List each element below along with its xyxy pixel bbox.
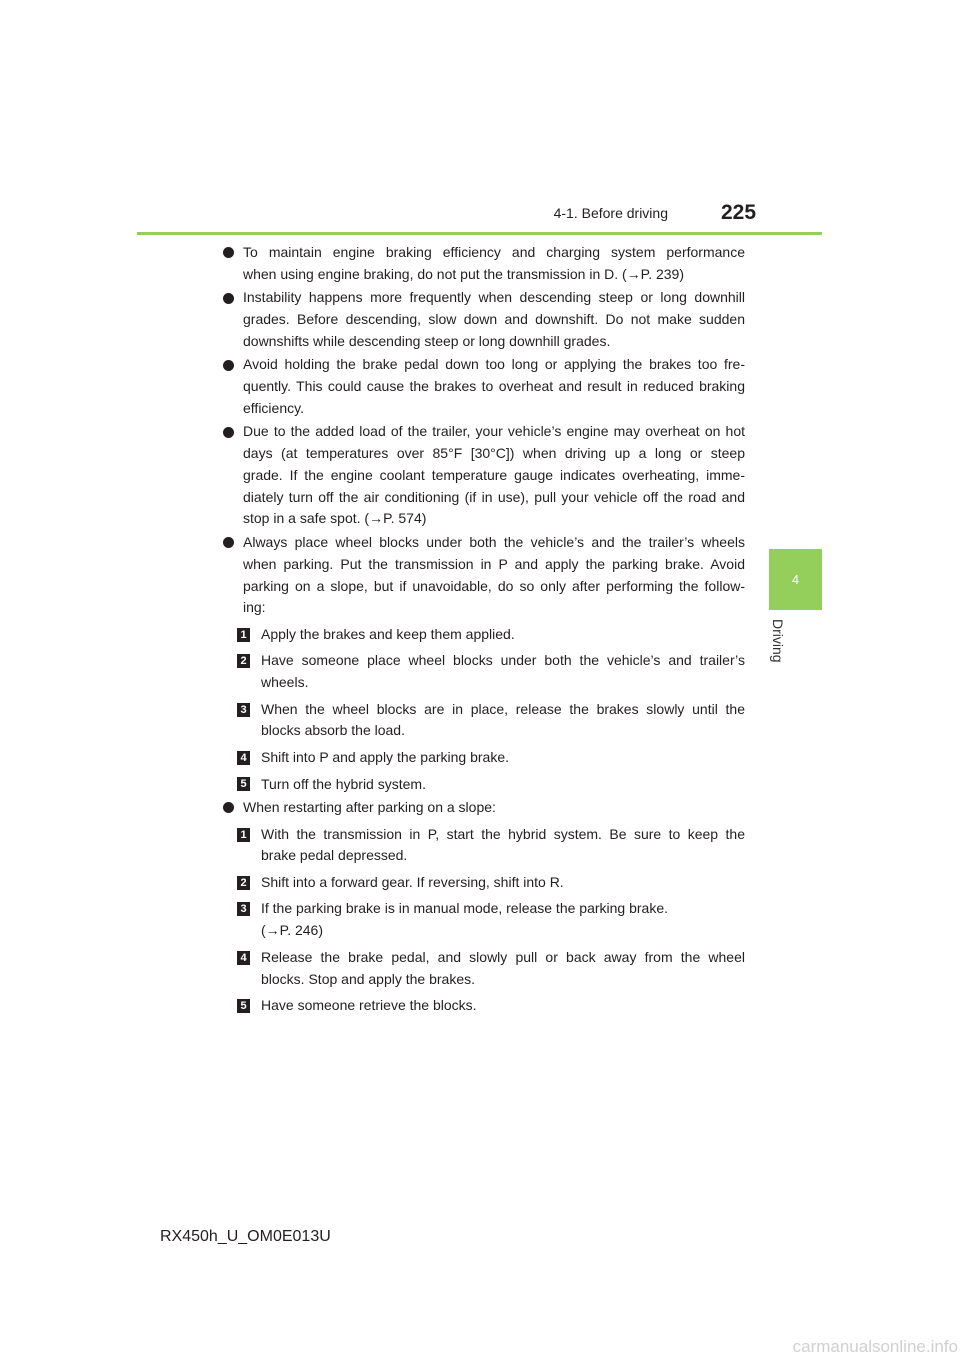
text-line: Always place wheel blocks under both the vehicle’s and the trailer’s wheels: [243, 534, 745, 551]
bullet-item: [223, 421, 745, 530]
text-line: If the parking brake is in manual mode, release the parking brake.: [261, 900, 669, 917]
text-line: grades. Before descending, slow down and downshift. Do not make sudden: [243, 311, 745, 328]
body-content: [223, 242, 745, 1019]
step-number-badge: 5: [237, 777, 250, 791]
text-line: Have someone retrieve the blocks.: [261, 997, 477, 1014]
text-line: diately turn off the air conditioning (if in use), pull your vehicle off the road and: [243, 488, 745, 505]
step-item: [240, 624, 745, 646]
text-line: To maintain engine braking efficiency and charging system performance: [243, 244, 745, 261]
bullet-icon: [223, 537, 234, 548]
chapter-number: 4: [791, 572, 800, 587]
step-item: [240, 650, 745, 694]
step-number-badge: 5: [237, 999, 250, 1013]
text-line: When the wheel blocks are in place, release the brakes slowly until the: [261, 700, 745, 717]
bullet-item: [223, 354, 745, 419]
text-line: wheels.: [261, 674, 309, 691]
text-line: Shift into a forward gear. If reversing, shift into R.: [261, 873, 564, 890]
step-item: [240, 824, 745, 868]
chapter-tab: [769, 549, 822, 610]
text-line: stop in a safe spot. (→P. 574): [243, 510, 427, 527]
text-line: when parking. Put the transmission in P and apply the parking brake. Avoid: [243, 555, 745, 572]
text-line: Shift into P and apply the parking brake.: [261, 748, 510, 765]
text-line: With the transmission in P, start the hybrid system. Be sure to keep the: [261, 825, 745, 842]
step-number-badge: 4: [237, 751, 250, 765]
bullet-icon: [223, 427, 234, 438]
text-line: Instability happens more frequently when descending steep or long downhill: [243, 289, 745, 306]
step-number-badge: 1: [237, 828, 250, 842]
text-line: days (at temperatures over 85°F [30°C]) when driving up a long or steep: [243, 445, 745, 462]
step-item: [240, 774, 745, 796]
bullet-icon: [223, 293, 234, 304]
text-line: parking on a slope, but if unavoidable, do so only after performing the follow-: [243, 577, 745, 594]
page-number: 225: [721, 201, 757, 224]
bullet-icon: [223, 247, 234, 258]
text-line: blocks absorb the load.: [261, 722, 405, 739]
chapter-title: Driving: [770, 619, 786, 663]
bullet-item: [223, 532, 745, 795]
step-number-badge: 3: [237, 902, 250, 916]
text-line: (→P. 246): [261, 922, 323, 939]
text-line: Due to the added load of the trailer, your vehicle’s engine may overheat on hot: [243, 423, 745, 440]
text-line: quently. This could cause the brakes to overheat and result in reduced braking: [243, 378, 745, 395]
watermark: carmanualsonline.info: [792, 1337, 958, 1356]
step-item: [240, 699, 745, 743]
manual-code: RX450h_U_OM0E013U: [160, 1228, 331, 1245]
step-item: [240, 872, 745, 894]
text-line: Apply the brakes and keep them applied.: [261, 625, 515, 642]
text-line: When restarting after parking on a slope:: [243, 799, 496, 816]
bullet-item: [223, 242, 745, 286]
text-line: brake pedal depressed.: [261, 847, 408, 864]
step-item: [240, 995, 745, 1017]
step-item: [240, 947, 745, 991]
step-number-badge: 2: [237, 654, 250, 668]
step-item: [240, 747, 745, 769]
step-number-badge: 1: [237, 628, 250, 642]
text-line: grade. If the engine coolant temperature gauge indicates overheating, imme-: [243, 466, 745, 483]
bullet-item: [223, 287, 745, 352]
step-number-badge: 3: [237, 703, 250, 717]
text-line: Turn off the hybrid system.: [261, 775, 426, 792]
text-line: Have someone place wheel blocks under both the vehicle’s and trailer’s: [261, 652, 745, 669]
bullet-icon: [223, 802, 234, 813]
text-line: Release the brake pedal, and slowly pull or back away from the wheel: [261, 948, 745, 965]
text-line: blocks. Stop and apply the brakes.: [261, 970, 476, 987]
step-item: [240, 898, 745, 942]
header-rule: [137, 232, 822, 235]
text-line: when using engine braking, do not put the transmission in D. (→P. 239): [243, 265, 684, 282]
text-line: downshifts while descending steep or long downhill grades.: [243, 332, 611, 349]
step-number-badge: 2: [237, 876, 250, 890]
section-title: 4-1. Before driving: [553, 205, 668, 221]
bullet-icon: [223, 360, 234, 371]
text-line: ing:: [243, 599, 266, 616]
text-line: efficiency.: [243, 399, 304, 416]
text-line: Avoid holding the brake pedal down too long or applying the brakes too fre-: [243, 356, 745, 373]
bullet-item: [223, 797, 745, 1017]
step-number-badge: 4: [237, 951, 250, 965]
